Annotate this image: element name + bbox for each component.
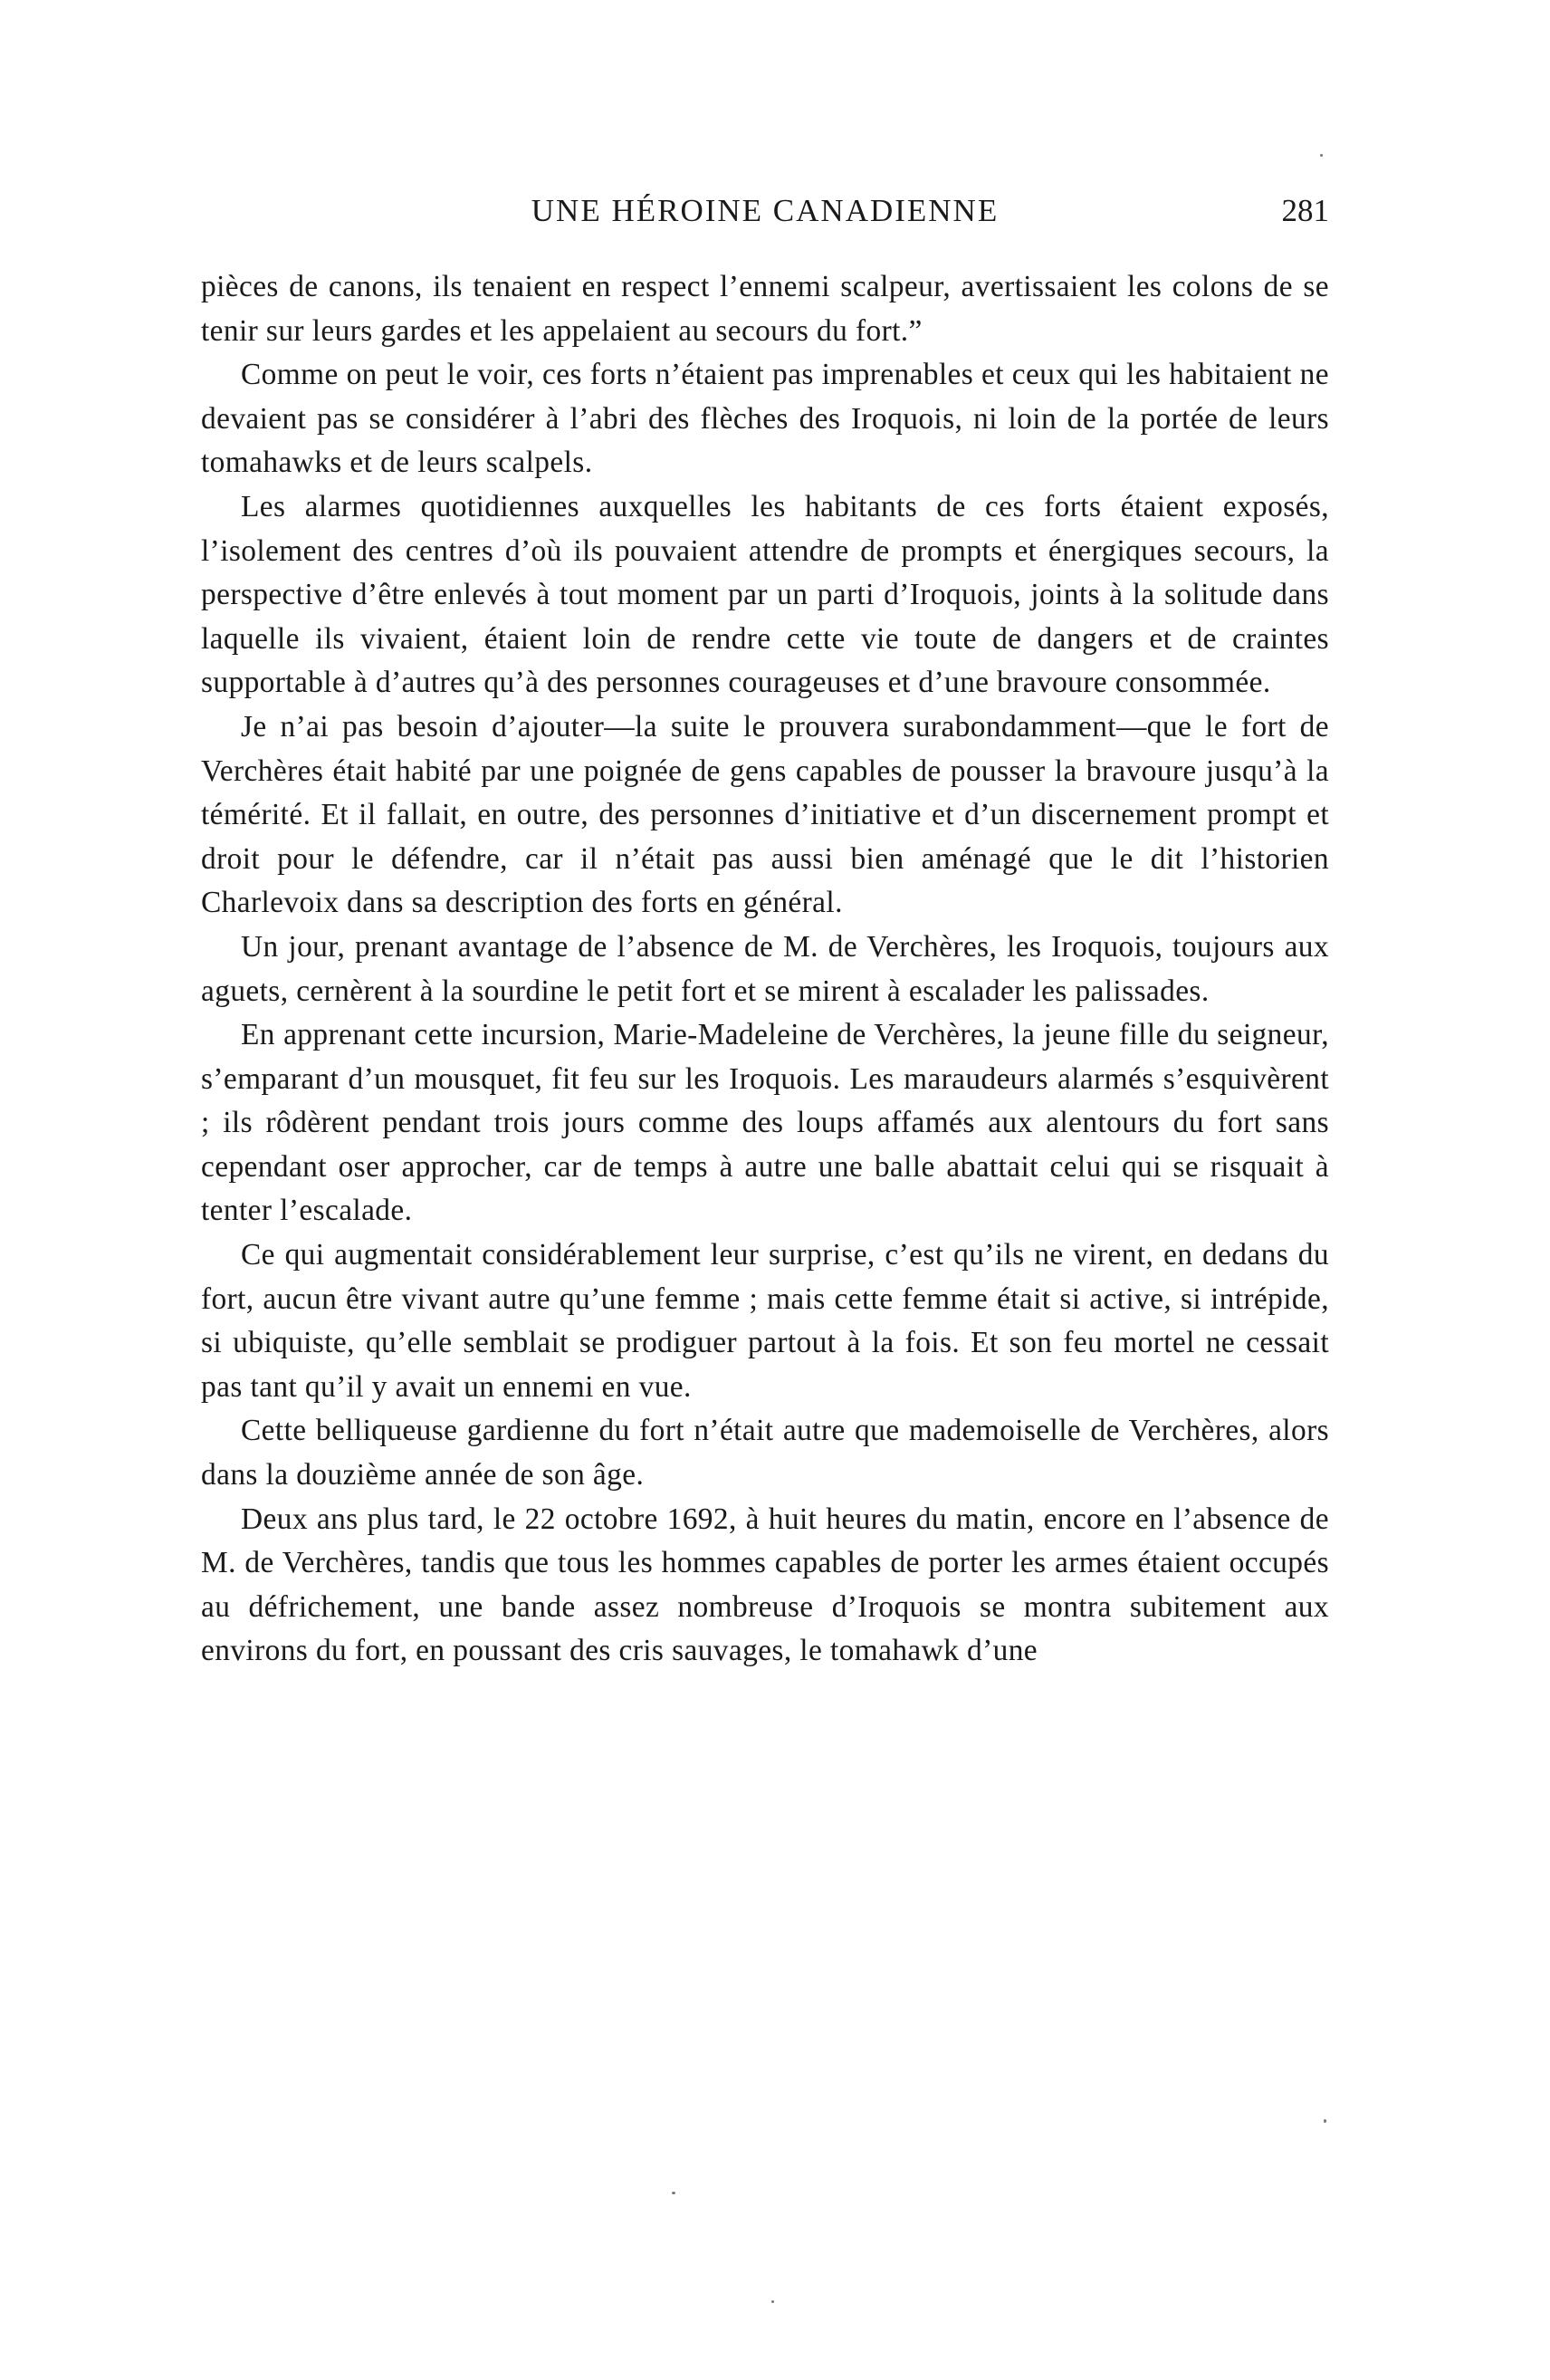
paragraph: Cette belliqueuse gardienne du fort n’était autre que mademoiselle de Verchères, alors dans la douzième année de son âge. (201, 1414, 1329, 1492)
scan-speck (1320, 154, 1323, 157)
paragraph: Je n’ai pas besoin d’ajouter—la suite le prouvera surabondamment—que le fort de Verchères était habité par une poignée de gens capables de pousser la bravoure jusqu’à la témérité. Et il fallait, en outre, des personnes d’initiative et d’un discernement prompt et droit pour le défendre, car il n’était pas aussi bien aménagé que le dit l’historien Charlevoix dans sa description des forts en général. (201, 709, 1329, 920)
page-number: 281 (1281, 193, 1329, 228)
body-text (201, 265, 1329, 1674)
paragraph: Comme on peut le voir, ces forts n’étaient pas imprenables et ceux qui les habitaient ne devaient pas se considérer à l’abri des flèches des Iroquois, ni loin de la portée de leurs tomahawks et de leurs scalpels. (201, 358, 1329, 480)
paragraph: Ce qui augmentait considérablement leur surprise, c’est qu’ils ne virent, en dedans du fort, aucun être vivant autre qu’une femme ; mais cette femme était si active, si intrépide, si ubiquiste, qu’elle semblait se prodiguer partout à la fois. Et son feu mortel ne cessait pas tant qu’il y avait un ennemi en vue. (201, 1238, 1329, 1404)
paragraph: Deux ans plus tard, le 22 octobre 1692, à huit heures du matin, encore en l’absence de M. de Verchères, tandis que tous les hommes capables de porter les armes étaient occupés au défrichement, une bande assez nombreuse d’Iroquois se montra subitement aux environs du fort, en poussant des cris sauvages, le tomahawk d’une (201, 1502, 1329, 1668)
paragraph: En apprenant cette incursion, Marie-Madeleine de Verchères, la jeune fille du seigneur, s’emparant d’un mousquet, fit feu sur les Iroquois. Les maraudeurs alarmés s’esquivèrent ; ils rôdèrent pendant trois jours comme des loups affamés aux alentours du fort sans cependant oser approcher, car de temps à autre une balle abattait celui qui se risquait à tenter l’escalade. (201, 1018, 1329, 1228)
paragraph: Les alarmes quotidiennes auxquelles les habitants de ces forts étaient exposés, l’isolement des centres d’où ils pouvaient attendre de prompts et énergiques secours, la perspective d’être enlevés à tout moment par un parti d’Iroquois, joints à la solitude dans laquelle ils vivaient, étaient loin de rendre cette vie toute de dangers et de craintes supportable à d’autres qu’à des personnes courageuses et d’une bravoure consommée. (201, 489, 1329, 700)
running-head (201, 188, 1329, 234)
running-title: UNE HÉROINE CANADIENNE (531, 193, 1000, 228)
paragraph: Un jour, prenant avantage de l’absence de M. de Verchères, les Iroquois, toujours aux aguets, cernèrent à la sourdine le petit fort et se mirent à escalader les palissades. (201, 929, 1329, 1008)
paragraph: pièces de canons, ils tenaient en respect l’ennemi scalpeur, avertissaient les colons de se tenir sur leurs gardes et les appelaient au secours du fort.” (201, 270, 1329, 348)
scan-speck (672, 2192, 675, 2194)
scan-speck (1324, 2119, 1326, 2123)
scan-speck (771, 2300, 774, 2303)
